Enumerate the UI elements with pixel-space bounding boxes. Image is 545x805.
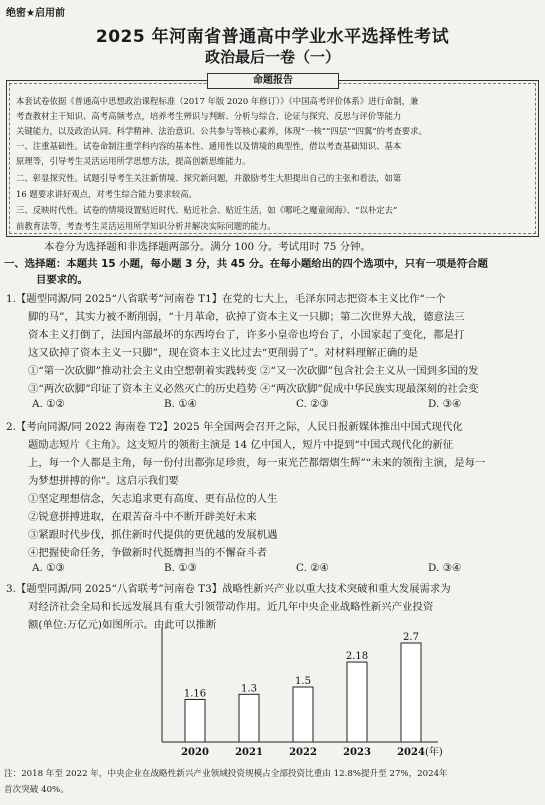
q2-stem-line: 上，每一个人都是主角，每一份付出都弥足珍贵，每一束光芒都熠熠生辉”“未来的领衔主演，是每一	[28, 457, 486, 469]
q2-option-c[interactable]: C. ②④	[296, 562, 329, 574]
q1-stem-line: 资本主义打倒了，法国内部最坏的东西垮台了，许多小皇帝也垮台了，小国家起了变化，都是打	[28, 329, 465, 341]
report-line: 关键能力，以及政治认同、科学精神、法治意识、公共参与等核心素养，体现“一核”“四层”“四翼”的考查要求。	[16, 126, 427, 136]
chart-note: 注：2018 年至 2022 年，中央企业在战略性新兴产业领域投资规模占全部投资比重由 12.8%提升至 27%，2024年	[4, 769, 448, 779]
q2-stem-line: 为梦想拼搏的你”。这启示我们要	[28, 475, 179, 487]
q1-option-d[interactable]: D. ③④	[428, 398, 462, 410]
q1-stem-line: 这又砍掉了资本主义一只脚”，现在资本主义比过去“更削弱了”。对材料理解正确的是	[28, 347, 418, 359]
report-line: 一、注重基础性。试卷命制注重学科内容的基本性、通用性以及情境的典型性，借以考查基础知识、基本	[16, 141, 402, 151]
q1-option-a[interactable]: A. ①②	[32, 398, 65, 410]
report-line: 本套试卷依据《普通高中思想政治课程标准（2017 年版 2020 年修订）》《中国高考评价体系》进行命制，兼	[16, 96, 419, 106]
q2-statement: ②锐意拼搏进取，在艰苦奋斗中不断开辟美好未来	[28, 511, 257, 523]
chart-note-cont: 首次突破 40%。	[4, 785, 69, 795]
q1-statement: ③“两次砍脚”印证了资本主义必然灭亡的历史趋势 ④“两次砍脚”促成中华民族实现最深刻的社会变	[28, 383, 479, 395]
q2-statement: ①坚定理想信念，矢志追求更有高度、更有品位的人生	[28, 493, 278, 505]
q2-option-b[interactable]: B. ①③	[164, 562, 197, 574]
q2-option-a[interactable]: A. ①③	[32, 562, 65, 574]
q2-statement: ③紧跟时代步伐，抓住新时代提供的更优越的发展机遇	[28, 529, 278, 541]
x-tick-label: 2020	[181, 747, 209, 758]
report-title: 命题报告	[207, 73, 339, 89]
bar-value-label: 2.7	[403, 632, 419, 643]
report-line: 三、反映时代性。试卷的情境设置贴近时代、贴近社会、贴近生活，如《哪吒之魔童闹海》、“以朴定去”	[16, 205, 398, 215]
report-line: 原理等，引导考生灵活运用所学思想方法，提高创新思维能力。	[16, 156, 251, 166]
bar-value-label: 1.3	[241, 683, 257, 695]
bar-2021	[239, 694, 259, 742]
q2-statement: ④把握使命任务，争做新时代挺膺担当的不懈奋斗者	[28, 547, 267, 559]
secret-label: 绝密★启用前	[6, 8, 65, 19]
q3-stem-line: 3.【题型同源/同 2025“八省联考”河南卷 T3】战略性新兴产业以重大技术突破和重大发展需求为	[6, 583, 451, 595]
q2-option-d[interactable]: D. ③④	[428, 562, 462, 574]
q1-stem-line: 1.【题型同源/同 2025“八省联考”河南卷 T1】在党的七大上，毛泽东同志把资本主义比作“一个	[6, 293, 446, 305]
exam-subtitle: 政治最后一卷（一）	[204, 48, 340, 66]
bar-value-label: 1.5	[295, 676, 311, 687]
q2-stem-line: 2.【考向同源/同 2022 海南卷 T2】2025 年全国两会召开之际，人民日报新媒体推出中国式现代化	[6, 421, 463, 433]
investment-bar-chart	[140, 624, 460, 764]
q1-stem-line: 脚的马”，其实力被不断削弱，“十月革命，砍掉了资本主义一只脚；第二次世界大战，德意法三	[28, 311, 465, 323]
bar-value-label: 2.18	[345, 651, 369, 663]
x-tick-label: 2021	[235, 747, 263, 758]
q3-stem-line: 对经济社会全局和长远发展具有重大引领带动作用。近几年中央企业战略性新兴产业投资	[28, 601, 434, 613]
q1-statement: ①“第一次砍脚”推动社会主义由空想朝着实践转变 ②“又一次砍脚”包含社会主义从一国到多国的发	[28, 365, 479, 377]
x-tick-label: 2022	[289, 747, 317, 758]
exam-intro: 本卷分为选择题和非选择题两部分。满分 100 分。考试用时 75 分钟。	[44, 241, 371, 253]
bar-value-label: 1.16	[183, 688, 207, 700]
q3-stem-line: 额(单位:万亿元)如图所示。由此可以推断	[28, 619, 217, 631]
x-tick-label: 2024	[397, 747, 425, 758]
x-tick-label: 2023	[343, 747, 371, 758]
section-heading-cont: 目要求的。	[36, 274, 88, 286]
bar-2020	[185, 699, 205, 742]
exam-title: 2025 年河南省普通高中学业水平选择性考试	[95, 27, 450, 47]
bar-2022	[293, 687, 313, 742]
report-line: 考查教材主干知识、高考高频考点，培养考生辨识与判断、分析与综合、论证与探究、反思与评价等能力	[16, 111, 402, 121]
report-line: 16 题要求讲好观点，对考生综合能力要求较高。	[16, 189, 197, 199]
report-line: 前教育法等，考查考生灵活运用所学知识分析并解决实际问题的能力。	[16, 221, 276, 231]
bar-2024	[401, 643, 421, 742]
section-heading: 一、选择题：本题共 15 小题，每小题 3 分，共 45 分。在每小题给出的四个选项中，只有一项是符合题	[4, 258, 488, 270]
q2-stem-line: 题励志短片《主角》。这支短片的领衔主演是 14 亿中国人，短片中提到“中国式现代化的新征	[28, 439, 454, 451]
q1-option-c[interactable]: C. ②③	[296, 398, 329, 410]
x-unit-label: (年)	[425, 747, 443, 758]
bar-2023	[347, 662, 367, 742]
report-line: 二、彰显探究性。试题引导考生关注新情境、探究新问题，并激励考生大胆提出自己的主张和看法，如第	[16, 173, 402, 183]
q1-option-b[interactable]: B. ①④	[164, 398, 197, 410]
